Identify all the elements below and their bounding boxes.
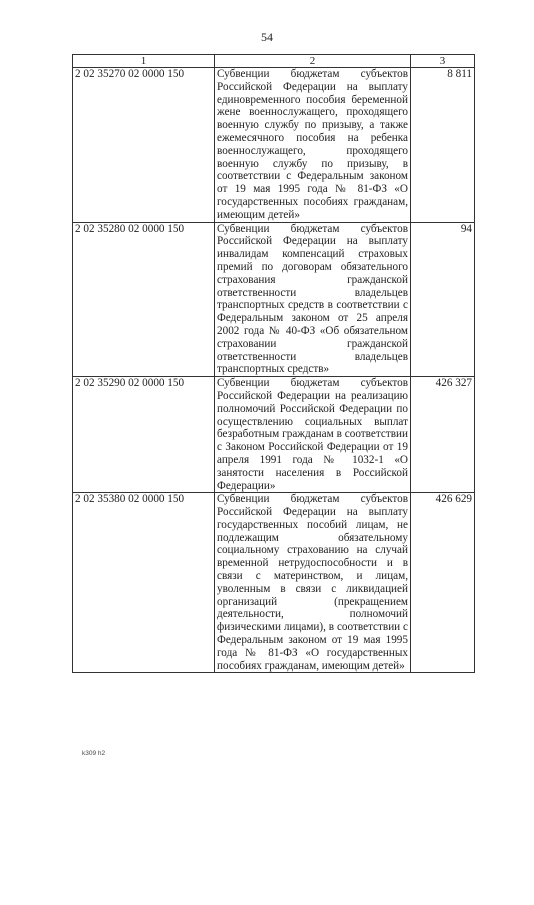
row-amount: 426 629 bbox=[411, 493, 475, 673]
table-row bbox=[73, 68, 475, 223]
column-header-1: 1 bbox=[73, 55, 215, 68]
column-header-2: 2 bbox=[215, 55, 411, 68]
page-number: 54 bbox=[261, 30, 273, 44]
table-row bbox=[73, 493, 475, 673]
footer-mark: k309 h2 bbox=[82, 750, 106, 757]
row-description: Субвенции бюджетам субъектов Российской Федерации на выплату государственных пособий лицам, не подлежащим обязательному социальному страхованию на случай временной нетрудоспособности и в связи с материнством, и лицам, уволенным в связи с ликвидацией организаций (прекращением деятельности, полномочий физическими лицами), в соответствии с Федеральным законом от 19 мая 1995 года № 81-ФЗ «О государственных пособиях гражданам, имеющим детей» bbox=[215, 493, 411, 673]
header-row bbox=[73, 55, 475, 68]
row-amount: 8 811 bbox=[411, 68, 475, 223]
column-header-3: 3 bbox=[411, 55, 475, 68]
row-description: Субвенции бюджетам субъектов Российской Федерации на выплату единовременного пособия беременной жене военнослужащего, проходящего военную службу по призыву, а также ежемесячного пособия на ребенка военнослужащего, проходящего военную службу по призыву, в соответствии с Федеральным законом от 19 мая 1995 года № 81-ФЗ «О государственных пособиях гражданам, имеющим детей» bbox=[215, 68, 411, 223]
row-description: Субвенции бюджетам субъектов Российской Федерации на реализацию полномочий Российской Федерации по осуществлению социальных выплат безработным гражданам в соответствии с Законом Российской Федерации от 19 апреля 1991 года № 1032-1 «О занятости населения в Российской Федерации» bbox=[215, 377, 411, 493]
table-row bbox=[73, 222, 475, 377]
row-amount: 94 bbox=[411, 222, 475, 377]
budget-code: 2 02 35290 02 0000 150 bbox=[73, 377, 215, 493]
budget-code: 2 02 35380 02 0000 150 bbox=[73, 493, 215, 673]
budget-table bbox=[72, 54, 475, 673]
row-description: Субвенции бюджетам субъектов Российской Федерации на выплату инвалидам компенсаций страховых премий по договорам обязательного страхования гражданской ответственности владельцев транспортных средств в соответствии с Федеральным законом от 25 апреля 2002 года № 40-ФЗ «Об обязательном страховании гражданской ответственности владельцев транспортных средств» bbox=[215, 222, 411, 377]
row-amount: 426 327 bbox=[411, 377, 475, 493]
budget-code: 2 02 35270 02 0000 150 bbox=[73, 68, 215, 223]
table-row bbox=[73, 377, 475, 493]
budget-code: 2 02 35280 02 0000 150 bbox=[73, 222, 215, 377]
